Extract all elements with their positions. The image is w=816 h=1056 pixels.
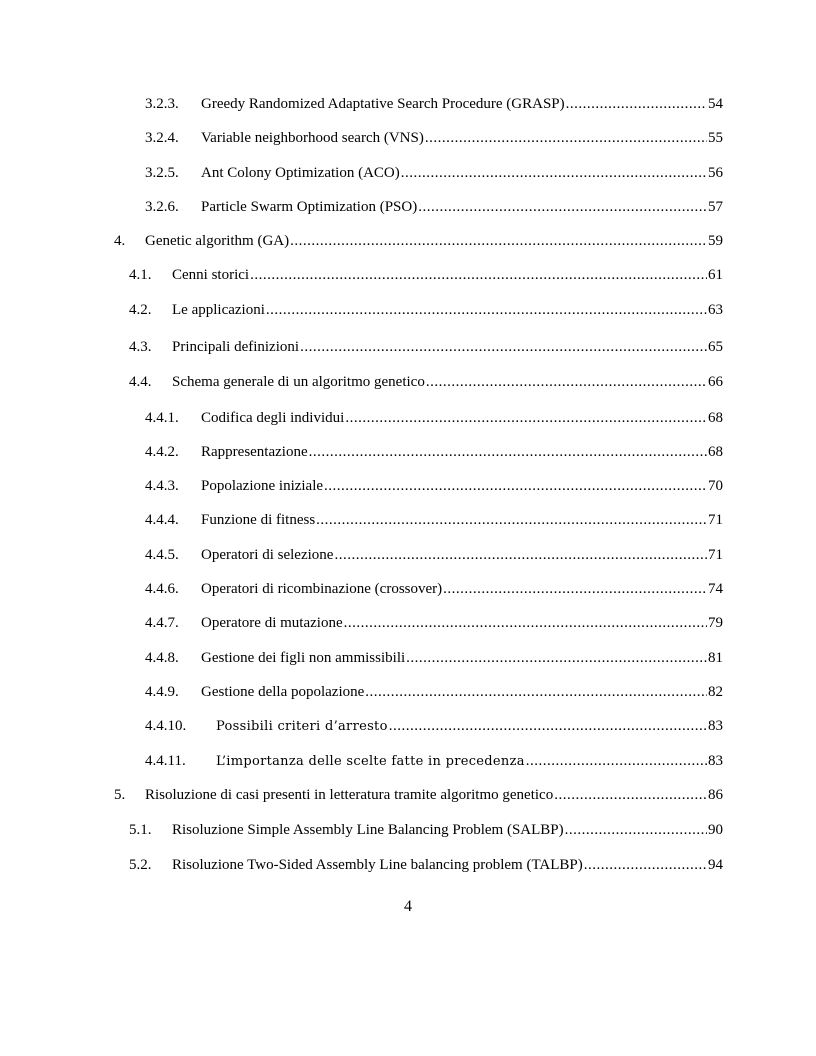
dot-leader: [425, 128, 707, 148]
toc-entry: [129, 300, 723, 320]
toc-title: L’importanza delle scelte fatte in precedenza: [216, 754, 525, 769]
toc-number: 4.4.9.: [145, 684, 179, 700]
dot-leader: [584, 855, 707, 875]
dot-leader: [300, 337, 707, 357]
toc-title: Funzione di fitness: [201, 512, 316, 528]
toc-entry: [129, 372, 723, 392]
toc-number: 3.2.5.: [145, 165, 179, 181]
toc-entry: [129, 855, 723, 875]
toc-entry: [145, 716, 723, 736]
toc-number: 5.2.: [129, 857, 152, 873]
toc-page: 68: [708, 410, 723, 426]
toc-page: 94: [708, 857, 723, 873]
toc-page: 83: [708, 753, 723, 769]
toc-entry: [145, 408, 723, 428]
toc-number: 4.4.: [129, 374, 152, 390]
toc-number: 3.2.6.: [145, 199, 179, 215]
toc-entry: [145, 128, 723, 148]
toc-entry: [145, 648, 723, 668]
toc-page: 57: [708, 199, 723, 215]
toc-page: 70: [708, 478, 723, 494]
toc-page: 82: [708, 684, 723, 700]
toc-entry: [145, 510, 723, 530]
dot-leader: [324, 476, 707, 496]
toc-title: Variable neighborhood search (VNS): [201, 130, 424, 146]
toc-number: 4.1.: [129, 267, 152, 283]
toc-number: 5.1.: [129, 822, 152, 838]
toc-title: Risoluzione Simple Assembly Line Balancing Problem (SALBP): [172, 822, 564, 838]
toc-title: Genetic algorithm (GA): [145, 233, 290, 249]
dot-leader: [344, 613, 707, 633]
toc-entry: [145, 442, 723, 462]
toc-title: Ant Colony Optimization (ACO): [201, 165, 400, 181]
dot-leader: [566, 94, 707, 114]
toc-number: 4.4.2.: [145, 444, 179, 460]
toc-page: 71: [708, 547, 723, 563]
dot-leader: [406, 648, 707, 668]
dot-leader: [345, 408, 707, 428]
toc-number: 4.2.: [129, 302, 152, 318]
toc-title: Cenni storici: [172, 267, 250, 283]
toc-number: 4.: [114, 233, 126, 249]
toc-title: Principali definizioni: [172, 339, 300, 355]
dot-leader: [565, 820, 707, 840]
toc-number: 4.4.1.: [145, 410, 179, 426]
toc-number: 4.4.4.: [145, 512, 179, 528]
toc-title: Greedy Randomized Adaptative Search Procedure (GRASP): [201, 96, 565, 112]
toc-page: 71: [708, 512, 723, 528]
toc-page: 68: [708, 444, 723, 460]
toc-entry: [129, 265, 723, 285]
dot-leader: [401, 163, 707, 183]
toc-entry: [145, 197, 723, 217]
toc-title: Risoluzione di casi presenti in letteratura tramite algoritmo genetico: [145, 787, 554, 803]
toc-entry: [145, 163, 723, 183]
dot-leader: [290, 231, 707, 251]
dot-leader: [389, 716, 707, 736]
dot-leader: [426, 372, 707, 392]
toc-entry: [114, 231, 723, 251]
toc-number: 4.4.7.: [145, 615, 179, 631]
toc-number: 5.: [114, 787, 126, 803]
toc-title: Popolazione iniziale: [201, 478, 324, 494]
toc-title: Rappresentazione: [201, 444, 308, 460]
toc-title: Codifica degli individui: [201, 410, 345, 426]
toc-page: 65: [708, 339, 723, 355]
toc-page: 56: [708, 165, 723, 181]
toc-entry: [145, 613, 723, 633]
toc-number: 4.4.8.: [145, 650, 179, 666]
dot-leader: [526, 751, 707, 771]
dot-leader: [250, 265, 707, 285]
toc-title: Gestione della popolazione: [201, 684, 365, 700]
toc-entry: [145, 751, 723, 771]
toc-entry: [145, 579, 723, 599]
toc-page: 86: [708, 787, 723, 803]
dot-leader: [365, 682, 707, 702]
toc-title: Possibili criteri d’arresto: [216, 719, 388, 734]
dot-leader: [418, 197, 707, 217]
toc-number: 4.4.5.: [145, 547, 179, 563]
toc-title: Particle Swarm Optimization (PSO): [201, 199, 418, 215]
toc-number: 3.2.3.: [145, 96, 179, 112]
dot-leader: [266, 300, 707, 320]
toc-entry: [114, 785, 723, 805]
toc-number: 4.4.11.: [145, 753, 186, 769]
toc-number: 4.4.10.: [145, 718, 187, 734]
dot-leader: [334, 545, 707, 565]
toc-number: 4.4.6.: [145, 581, 179, 597]
toc-title: Risoluzione Two-Sided Assembly Line balancing problem (TALBP): [172, 857, 583, 873]
toc-title: Gestione dei figli non ammissibili: [201, 650, 406, 666]
dot-leader: [554, 785, 707, 805]
toc-title: Operatori di ricombinazione (crossover): [201, 581, 443, 597]
toc-page: 79: [708, 615, 723, 631]
toc-page: 63: [708, 302, 723, 318]
dot-leader: [443, 579, 707, 599]
toc-entry: [145, 545, 723, 565]
toc-number: 3.2.4.: [145, 130, 179, 146]
toc-title: Le applicazioni: [172, 302, 265, 318]
dot-leader: [309, 442, 707, 462]
toc-page: 59: [708, 233, 723, 249]
toc-number: 4.4.3.: [145, 478, 179, 494]
toc-page: 66: [708, 374, 723, 390]
toc-entry: [129, 337, 723, 357]
page-number: 4: [404, 898, 412, 915]
toc-entry: [145, 476, 723, 496]
toc-title: Schema generale di un algoritmo genetico: [172, 374, 425, 390]
toc-page: 90: [708, 822, 723, 838]
toc-page: 54: [708, 96, 723, 112]
toc-entry: [145, 94, 723, 114]
toc-title: Operatore di mutazione: [201, 615, 343, 631]
toc-title: Operatori di selezione: [201, 547, 334, 563]
dot-leader: [316, 510, 707, 530]
toc-page: 55: [708, 130, 723, 146]
toc-page: 61: [708, 267, 723, 283]
toc-page: 74: [708, 581, 723, 597]
toc-entry: [129, 820, 723, 840]
toc-number: 4.3.: [129, 339, 152, 355]
toc-page: 81: [708, 650, 723, 666]
toc-entry: [145, 682, 723, 702]
toc-page: 83: [708, 718, 723, 734]
